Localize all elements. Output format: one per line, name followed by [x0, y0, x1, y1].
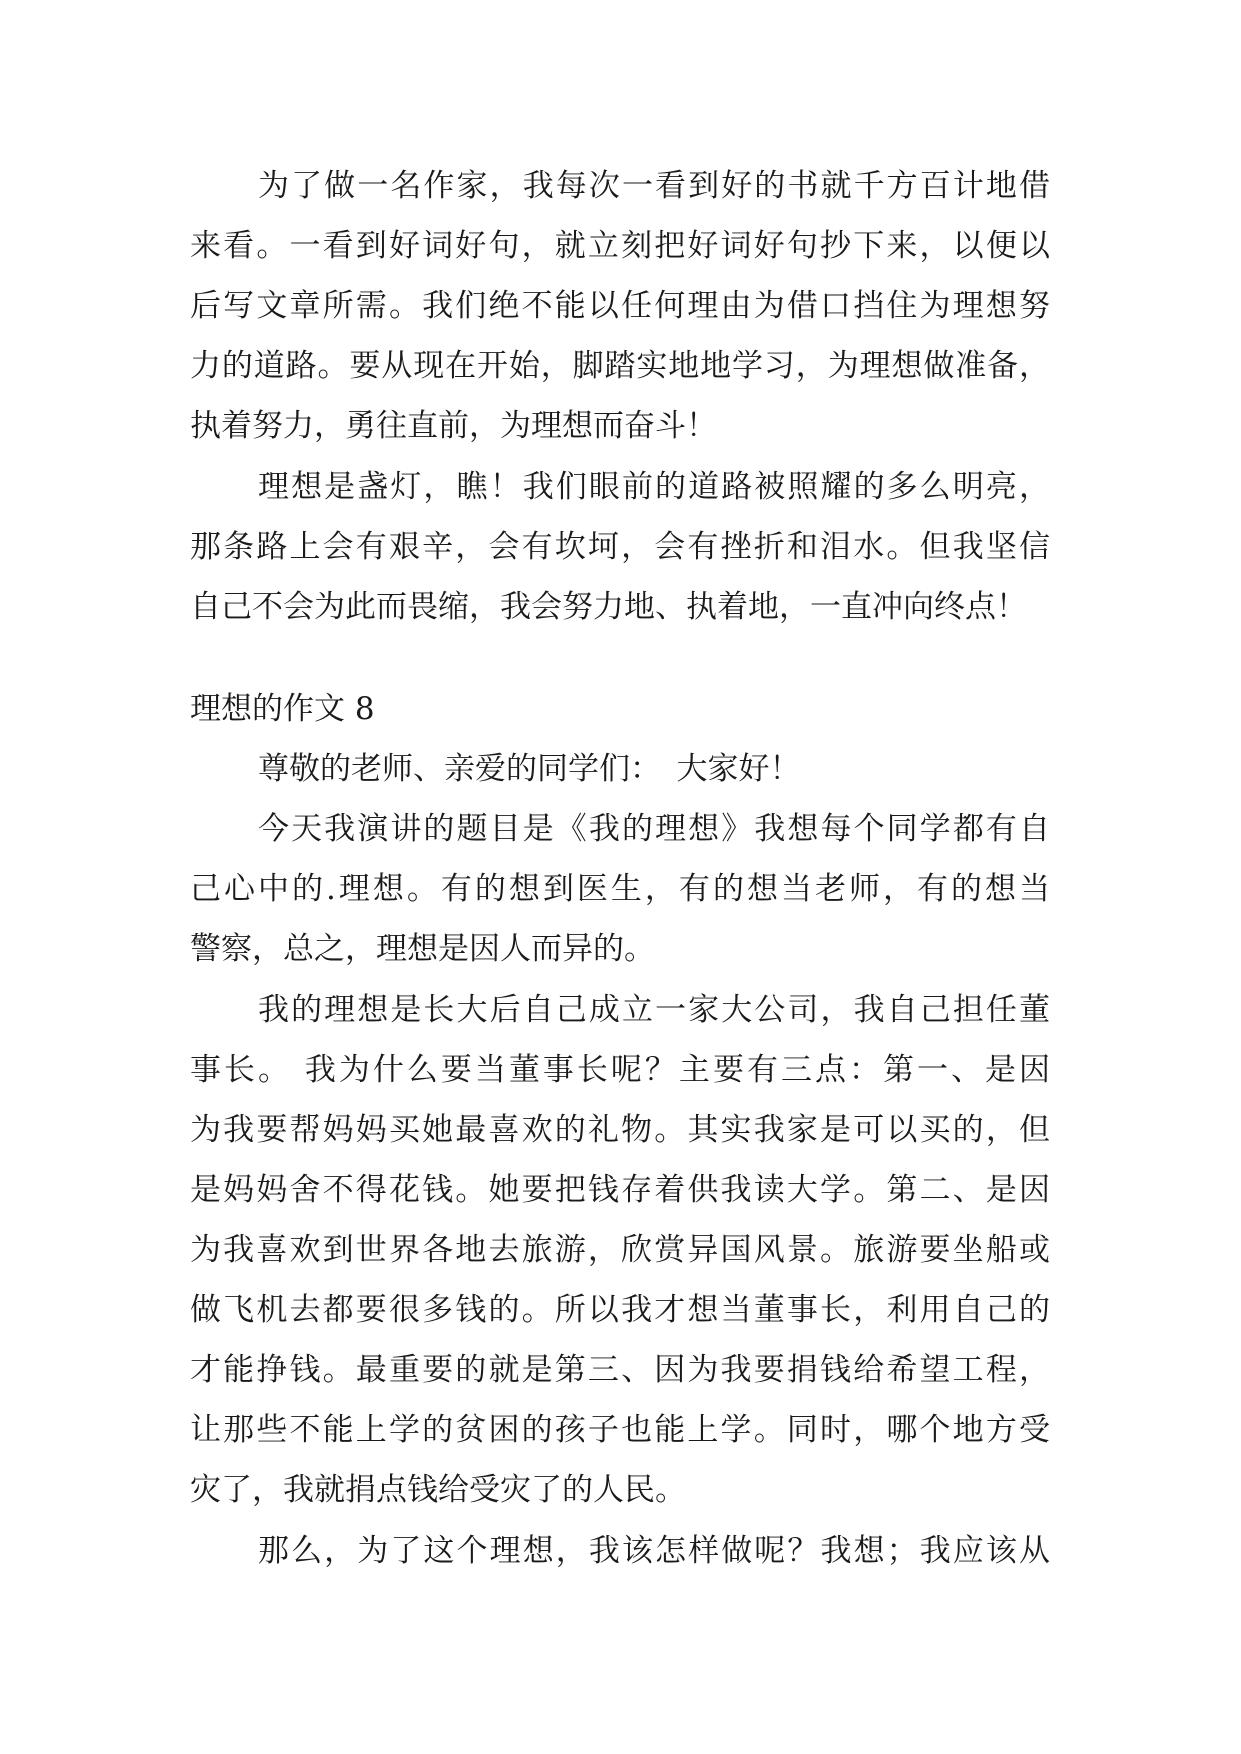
paragraph-line: 那条路上会有艰辛，会有坎坷，会有挫折和泪水。但我坚信: [190, 529, 1050, 565]
paragraph-line: 己心中的.理想。有的想到医生，有的想当老师，有的想当: [190, 871, 1050, 907]
paragraph-line: 为了做一名作家，我每次一看到好的书就千方百计地借: [258, 168, 1050, 204]
paragraph-line: 为我喜欢到世界各地去旅游，欣赏异国风景。旅游要坐船或: [190, 1232, 1050, 1268]
section-title: 理想的作文 8: [190, 691, 375, 727]
paragraph-line: 今天我演讲的题目是《我的理想》我想每个同学都有自: [258, 811, 1050, 847]
paragraph-line: 自己不会为此而畏缩，我会努力地、执着地，一直冲向终点！: [190, 589, 1027, 625]
paragraph-line: 事长。 我为什么要当董事长呢？主要有三点：第一、是因: [190, 1052, 1050, 1088]
paragraph-line: 来看。一看到好词好句，就立刻把好词好句抄下来，以便以: [190, 228, 1050, 264]
paragraph-line: 尊敬的老师、亲爱的同学们： 大家好！: [258, 751, 801, 787]
paragraph-line: 后写文章所需。我们绝不能以任何理由为借口挡住为理想努: [190, 288, 1050, 324]
paragraph-line: 让那些不能上学的贫困的孩子也能上学。同时，哪个地方受: [190, 1412, 1050, 1448]
paragraph-line: 灾了，我就捐点钱给受灾了的人民。: [190, 1472, 686, 1508]
paragraph-line: 理想是盏灯，瞧！我们眼前的道路被照耀的多么明亮，: [258, 469, 1050, 505]
paragraph-line: 做飞机去都要很多钱的。所以我才想当董事长，利用自己的: [190, 1292, 1050, 1328]
paragraph-line: 为我要帮妈妈买她最喜欢的礼物。其实我家是可以买的，但: [190, 1112, 1050, 1148]
paragraph-line: 力的道路。要从现在开始，脚踏实地地学习，为理想做准备，: [190, 348, 1050, 384]
paragraph-line: 警察，总之，理想是因人而异的。: [190, 931, 655, 967]
paragraph-line: 是妈妈舍不得花钱。她要把钱存着供我读大学。第二、是因: [190, 1172, 1050, 1208]
paragraph-line: 那么，为了这个理想，我该怎样做呢？我想；我应该从: [258, 1533, 1050, 1569]
paragraph-line: 执着努力，勇往直前，为理想而奋斗！: [190, 408, 717, 444]
paragraph-line: 我的理想是长大后自己成立一家大公司，我自己担任董: [258, 992, 1050, 1028]
paragraph-line: 才能挣钱。最重要的就是第三、因为我要捐钱给希望工程，: [190, 1352, 1050, 1388]
